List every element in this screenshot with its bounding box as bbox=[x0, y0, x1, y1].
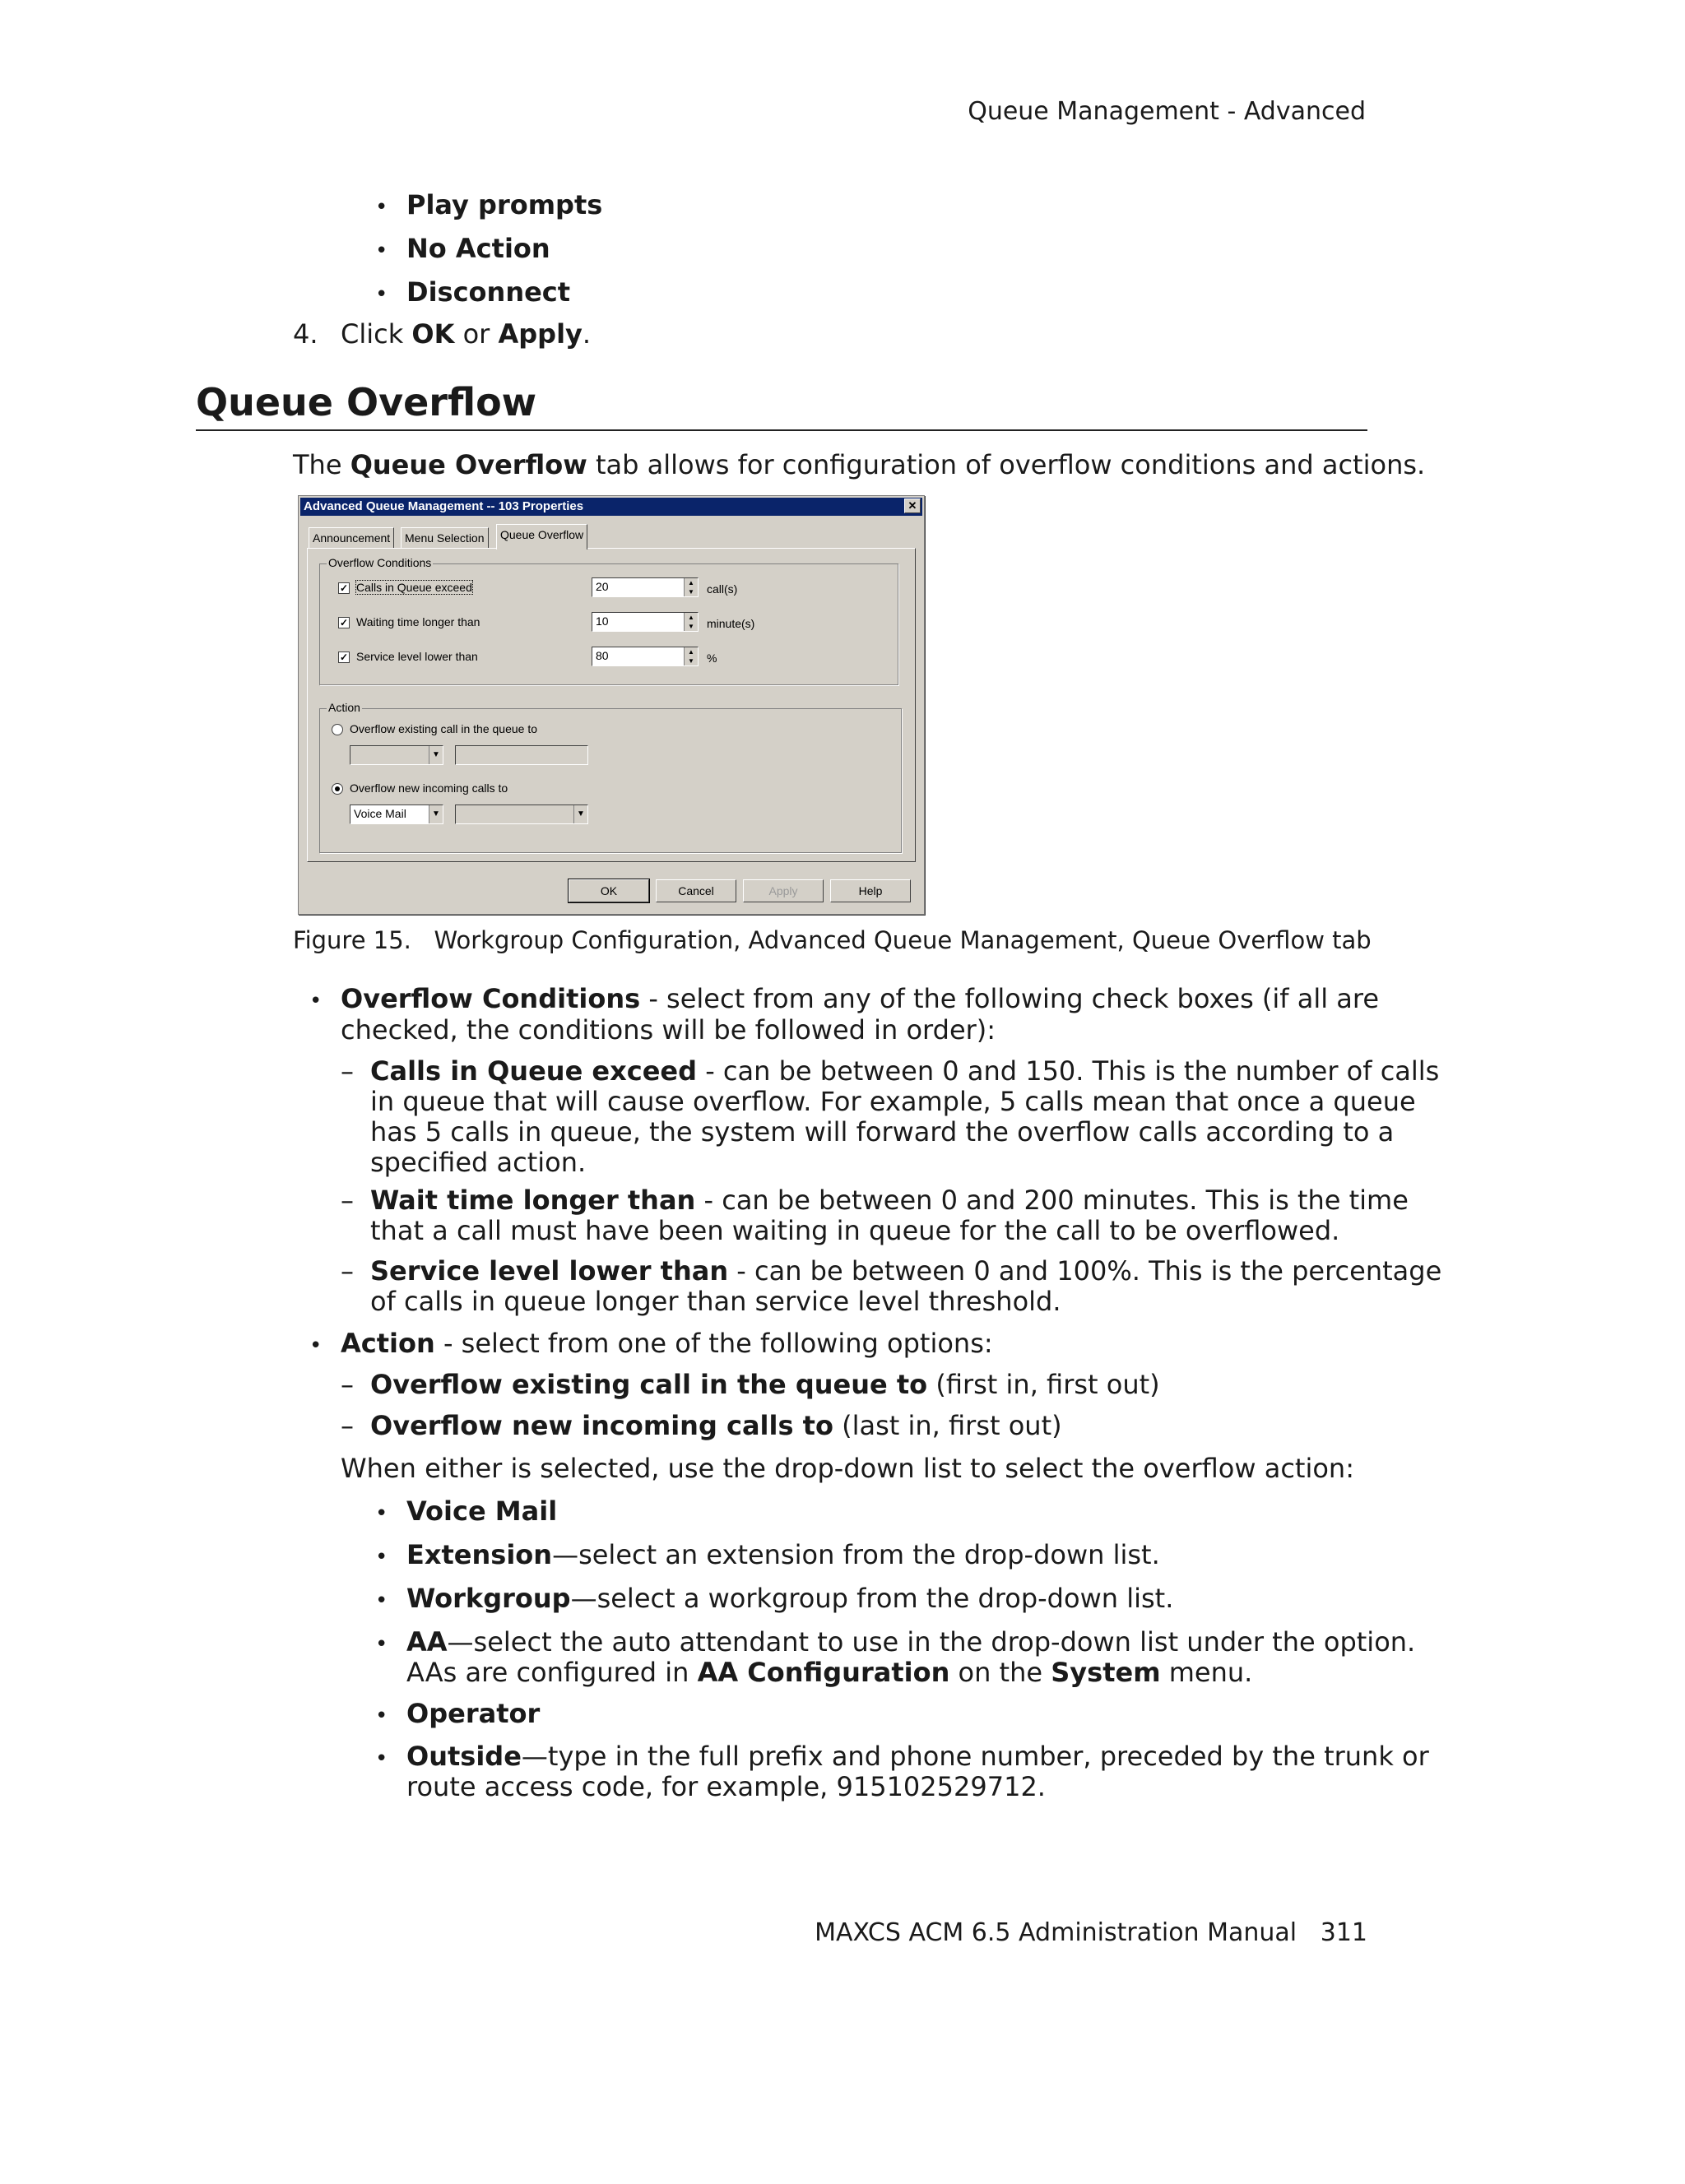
dropdown-value: Voice Mail bbox=[354, 807, 406, 820]
waiting-time-spinner[interactable] bbox=[592, 612, 699, 632]
list-item: No Action bbox=[406, 233, 550, 264]
overflow-conditions-group bbox=[319, 556, 898, 685]
service-level-label: Service level lower than bbox=[356, 650, 478, 663]
checkbox-service-level[interactable]: ✓ bbox=[339, 651, 349, 663]
new-target-dropdown[interactable] bbox=[455, 805, 588, 824]
waiting-time-label: Waiting time longer than bbox=[356, 615, 480, 628]
spinner-value: 20 bbox=[596, 580, 609, 593]
radio-overflow-existing[interactable] bbox=[332, 724, 343, 735]
dash-icon: – bbox=[341, 1185, 354, 1216]
bullet-icon: • bbox=[375, 1704, 388, 1728]
list-item-continued: checked, the conditions will be followed in order): bbox=[341, 1014, 996, 1046]
bullet-icon: • bbox=[309, 989, 323, 1013]
sub-item: Overflow new incoming calls to (last in, first out) bbox=[370, 1410, 1062, 1441]
checkbox-waiting-time[interactable]: ✓ bbox=[339, 617, 349, 628]
group-label: Action bbox=[328, 701, 360, 714]
list-item: Action - select from one of the following options: bbox=[341, 1328, 993, 1359]
spinner-arrows-icon[interactable]: ▲ ▼ bbox=[684, 647, 698, 665]
dash-icon: – bbox=[341, 1255, 354, 1287]
bullet-icon: • bbox=[375, 1588, 388, 1613]
checkbox-calls-in-queue[interactable]: ✓ bbox=[339, 582, 349, 594]
list-item: Operator bbox=[406, 1698, 541, 1729]
list-item: AA—select the auto attendant to use in the drop-down list under the option. bbox=[406, 1626, 1416, 1658]
list-item-continued: AAs are configured in AA Configuration on the System menu. bbox=[406, 1657, 1253, 1688]
dash-icon: – bbox=[341, 1369, 354, 1400]
tab-menu-selection[interactable]: Menu Selection bbox=[401, 527, 489, 548]
chevron-down-icon[interactable]: ▼ bbox=[429, 805, 443, 823]
dash-icon: – bbox=[341, 1055, 354, 1087]
sub-item-continued: specified action. bbox=[370, 1147, 587, 1178]
sub-item: Overflow existing call in the queue to (first in, first out) bbox=[370, 1369, 1160, 1400]
dash-icon: – bbox=[341, 1410, 354, 1441]
existing-action-dropdown[interactable] bbox=[350, 745, 443, 765]
radio-overflow-new[interactable] bbox=[332, 783, 343, 795]
apply-button[interactable]: Apply bbox=[743, 879, 824, 902]
step-text: Click OK or Apply. bbox=[341, 318, 592, 350]
sub-item-continued: of calls in queue longer than service level threshold. bbox=[370, 1286, 1061, 1317]
dialog-title: Advanced Queue Management -- 103 Properties bbox=[300, 498, 922, 516]
calls-in-queue-spinner[interactable] bbox=[592, 577, 699, 597]
radio-overflow-existing-label: Overflow existing call in the queue to bbox=[350, 722, 538, 735]
section-rule bbox=[196, 429, 1367, 431]
list-item: Play prompts bbox=[406, 189, 603, 220]
bullet-icon: • bbox=[375, 282, 388, 307]
cancel-button[interactable]: Cancel bbox=[656, 879, 736, 902]
bullet-icon: • bbox=[375, 1545, 388, 1570]
existing-target-field[interactable] bbox=[455, 745, 588, 765]
new-action-dropdown[interactable] bbox=[350, 805, 443, 824]
unit-label: call(s) bbox=[707, 582, 738, 596]
bullet-icon: • bbox=[375, 239, 388, 263]
list-item: Extension—select an extension from the drop-down list. bbox=[406, 1539, 1160, 1570]
list-item-continued: route access code, for example, 915102529712. bbox=[406, 1771, 1046, 1802]
unit-label: % bbox=[707, 651, 717, 665]
step-number: 4. bbox=[293, 318, 318, 350]
group-label: Overflow Conditions bbox=[328, 556, 432, 569]
unit-label: minute(s) bbox=[707, 617, 755, 630]
spinner-arrows-icon[interactable]: ▲ ▼ bbox=[684, 613, 698, 631]
spinner-arrows-icon[interactable]: ▲ ▼ bbox=[684, 578, 698, 596]
close-icon[interactable]: ✕ bbox=[904, 498, 921, 513]
bullet-icon: • bbox=[375, 1501, 388, 1526]
tab-queue-overflow[interactable]: Queue Overflow bbox=[496, 524, 587, 549]
running-header: Queue Management - Advanced bbox=[968, 97, 1366, 126]
sub-item: Service level lower than - can be between 0 and 100%. This is the percentage bbox=[370, 1255, 1442, 1287]
bullet-icon: • bbox=[375, 1746, 388, 1771]
section-title: Queue Overflow bbox=[196, 380, 537, 424]
page-footer: MAXCS ACM 6.5 Administration Manual 311 bbox=[815, 1918, 1367, 1947]
spinner-value: 80 bbox=[596, 649, 609, 662]
sub-item-continued: has 5 calls in queue, the system will forward the overflow calls according to a bbox=[370, 1116, 1395, 1148]
intro-paragraph: The Queue Overflow tab allows for configuration of overflow conditions and actions. bbox=[293, 449, 1426, 480]
figure-caption: Figure 15. Workgroup Configuration, Advanced Queue Management, Queue Overflow tab bbox=[293, 926, 1372, 954]
tab-announcement[interactable]: Announcement bbox=[309, 527, 394, 548]
help-button[interactable]: Help bbox=[830, 879, 911, 902]
tab-panel bbox=[307, 548, 916, 862]
list-item: Workgroup—select a workgroup from the drop-down list. bbox=[406, 1583, 1174, 1614]
calls-in-queue-label: Calls in Queue exceed bbox=[356, 581, 472, 594]
bullet-icon: • bbox=[375, 1632, 388, 1657]
paragraph: When either is selected, use the drop-down list to select the overflow action: bbox=[341, 1453, 1354, 1484]
ok-button[interactable]: OK bbox=[569, 879, 649, 902]
dialog-screenshot bbox=[298, 495, 925, 915]
sub-item: Calls in Queue exceed - can be between 0 and 150. This is the number of calls bbox=[370, 1055, 1440, 1087]
bullet-icon: • bbox=[375, 195, 388, 220]
bullet-icon: • bbox=[309, 1333, 323, 1358]
action-group bbox=[319, 701, 902, 853]
sub-item-continued: in queue that will cause overflow. For example, 5 calls mean that once a queue bbox=[370, 1086, 1416, 1117]
list-item: Disconnect bbox=[406, 276, 571, 308]
chevron-down-icon[interactable]: ▼ bbox=[429, 746, 443, 764]
service-level-spinner[interactable] bbox=[592, 647, 699, 666]
list-item: Voice Mail bbox=[406, 1495, 558, 1527]
list-item: Outside—type in the full prefix and phone number, preceded by the trunk or bbox=[406, 1741, 1429, 1772]
sub-item-continued: that a call must have been waiting in queue for the call to be overflowed. bbox=[370, 1215, 1340, 1246]
sub-item: Wait time longer than - can be between 0 and 200 minutes. This is the time bbox=[370, 1185, 1409, 1216]
list-item: Overflow Conditions - select from any of the following check boxes (if all are bbox=[341, 983, 1380, 1014]
chevron-down-icon[interactable]: ▼ bbox=[573, 805, 587, 823]
radio-overflow-new-label: Overflow new incoming calls to bbox=[350, 781, 508, 795]
spinner-value: 10 bbox=[596, 614, 609, 628]
